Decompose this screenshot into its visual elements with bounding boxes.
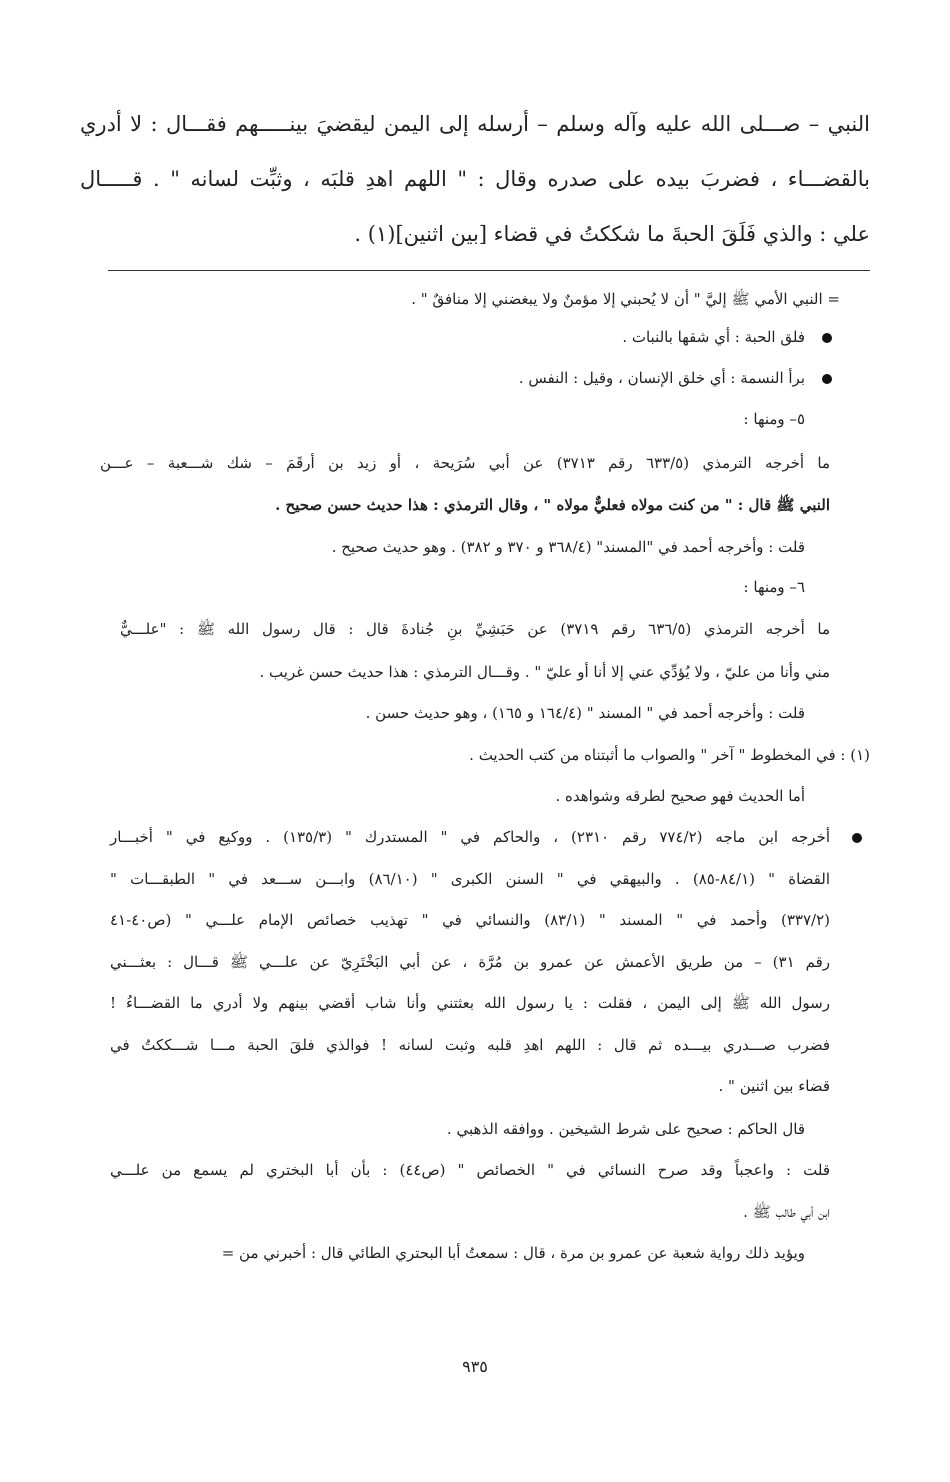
footnote-line: القضاة " (٨٤/١-٨٥) . والبيهقي في " السنن الكبرى " (٨٦/١٠) وابـــن ســـعد في " الطبقـــات " <box>110 870 830 888</box>
main-text-line-3: علي : والذي فَلَقَ الحبةَ ما شككتُ في قضاء [بين اثنين](١) . <box>354 222 870 246</box>
main-text-line-1: النبي – صـــلى الله عليه وآله وسلم – أرسله إلى اليمن ليقضيَ بينـــــهم فقـــال : لا أدري <box>80 112 870 136</box>
footnote-line: رقم ٣١) – من طريق الأعمش عن عمرو بن مُرَّة ، عن أبي البَخْتَرِيّ عن علـــي ﷺ قـــال : بعثـــني <box>110 953 831 971</box>
footnote-line: فلق الحبة : أي شقها بالنبات . <box>622 328 805 346</box>
footnote-line: ما أخرجه الترمذي (٦٣٦/٥ رقم ٣٧١٩) عن حَبَشِيِّ بنِ جُنادةَ قال : قال رسول الله ﷺ : "علـــيٌّ <box>120 620 831 638</box>
footnote-line: مني وأنا من عليّ ، ولا يُؤدِّي عني إلا أنا أو عليّ " . وقـــال الترمذي : هذا حديث حسن غريب . <box>259 663 830 681</box>
footnote-line: أما الحديث فهو صحيح لطرقه وشواهده . <box>555 787 805 805</box>
footnote-line: رسول الله ﷺ إلى اليمن ، فقلت : يا رسول الله بعثتني وأنا شاب أقضي بينهم ولا أدري ما القضـــاءُ ! <box>110 994 830 1012</box>
footnote-line: ويؤيد ذلك رواية شعبة عن عمرو بن مرة ، قال : سمعتُ أبا البحتري الطائي قال : أخبرني من = <box>221 1244 805 1262</box>
footnote-line: قضاء بين اثنين " . <box>718 1077 830 1095</box>
footnote-line: برأ النسمة : أي خلق الإنسان ، وقيل : النفس . <box>518 369 805 387</box>
footnote-separator <box>108 270 870 271</box>
footnote-line: ٥– ومنها : <box>743 410 805 428</box>
bullet-icon <box>852 833 862 843</box>
footnote-line: النبي ﷺ قال : " من كنت مولاه فعليٌّ مولاه " ، وقال الترمذي : هذا حديث حسن صحيح . <box>275 496 830 514</box>
page-number: ٩٣٥ <box>462 1357 488 1376</box>
footnote-line: (٣٣٧/٢) وأحمد في " المسند " (٨٣/١) والنسائي في " تهذيب خصائص الإمام علـــي " (ص٤٠-٤١ <box>110 911 830 929</box>
footnote-line: قلت : واعجباً وقد صرح النسائي في " الخصائص " (ص٤٤) : بأن أبا البختري لم يسمع من علـــي <box>110 1161 830 1179</box>
bullet-icon <box>822 333 832 343</box>
footnote-line: قال الحاكم : صحيح على شرط الشيخين . ووافقه الذهبي . <box>446 1120 805 1138</box>
footnote-line: فضرب صـــدري بيـــده ثم قال : اللهم اهدِ قلبه وثبت لسانه ! فوالذي فلقَ الحبة مـــا شـــككتُ في <box>110 1036 830 1054</box>
footnote-line: = النبي الأمي ﷺ إليَّ " أن لا يُحبني إلا مؤمنٌ ولا يبغضني إلا منافقٌ " . <box>411 290 840 308</box>
footnote-line: قلت : وأخرجه أحمد في " المسند " (١٦٤/٤ و ١٦٥) ، وهو حديث حسن . <box>365 704 805 722</box>
main-text-line-2: بالقضـــاء ، فضربَ بيده على صدره وقال : " اللهم اهدِ قلبَه ، وثبِّت لسانه " . قـــــال <box>80 167 870 191</box>
footnote-line: ابن أبي طالب ﷺ . <box>743 1203 830 1221</box>
footnote-line: قلت : وأخرجه أحمد في "المسند" (٣٦٨/٤ و ٣٧٠ و ٣٨٢) . وهو حديث صحيح . <box>331 538 805 556</box>
footnote-line: ما أخرجه الترمذي (٦٣٣/٥ رقم ٣٧١٣) عن أبي سُرَيحة ، أو زيد بن أرقَمَ – شك شـــعبة – عـــن <box>100 454 831 472</box>
footnote-note-1: (١) : في المخطوط " آخر " والصواب ما أثبتناه من كتب الحديث . <box>469 746 870 764</box>
footnote-line: ٦– ومنها : <box>743 578 805 596</box>
footnote-line: أخرجه ابن ماجه (٧٧٤/٢ رقم ٢٣١٠) ، والحاكم في " المستدرك " (١٣٥/٣) . ووكيع في " أخبـــار <box>110 828 830 846</box>
bullet-icon <box>822 374 832 384</box>
